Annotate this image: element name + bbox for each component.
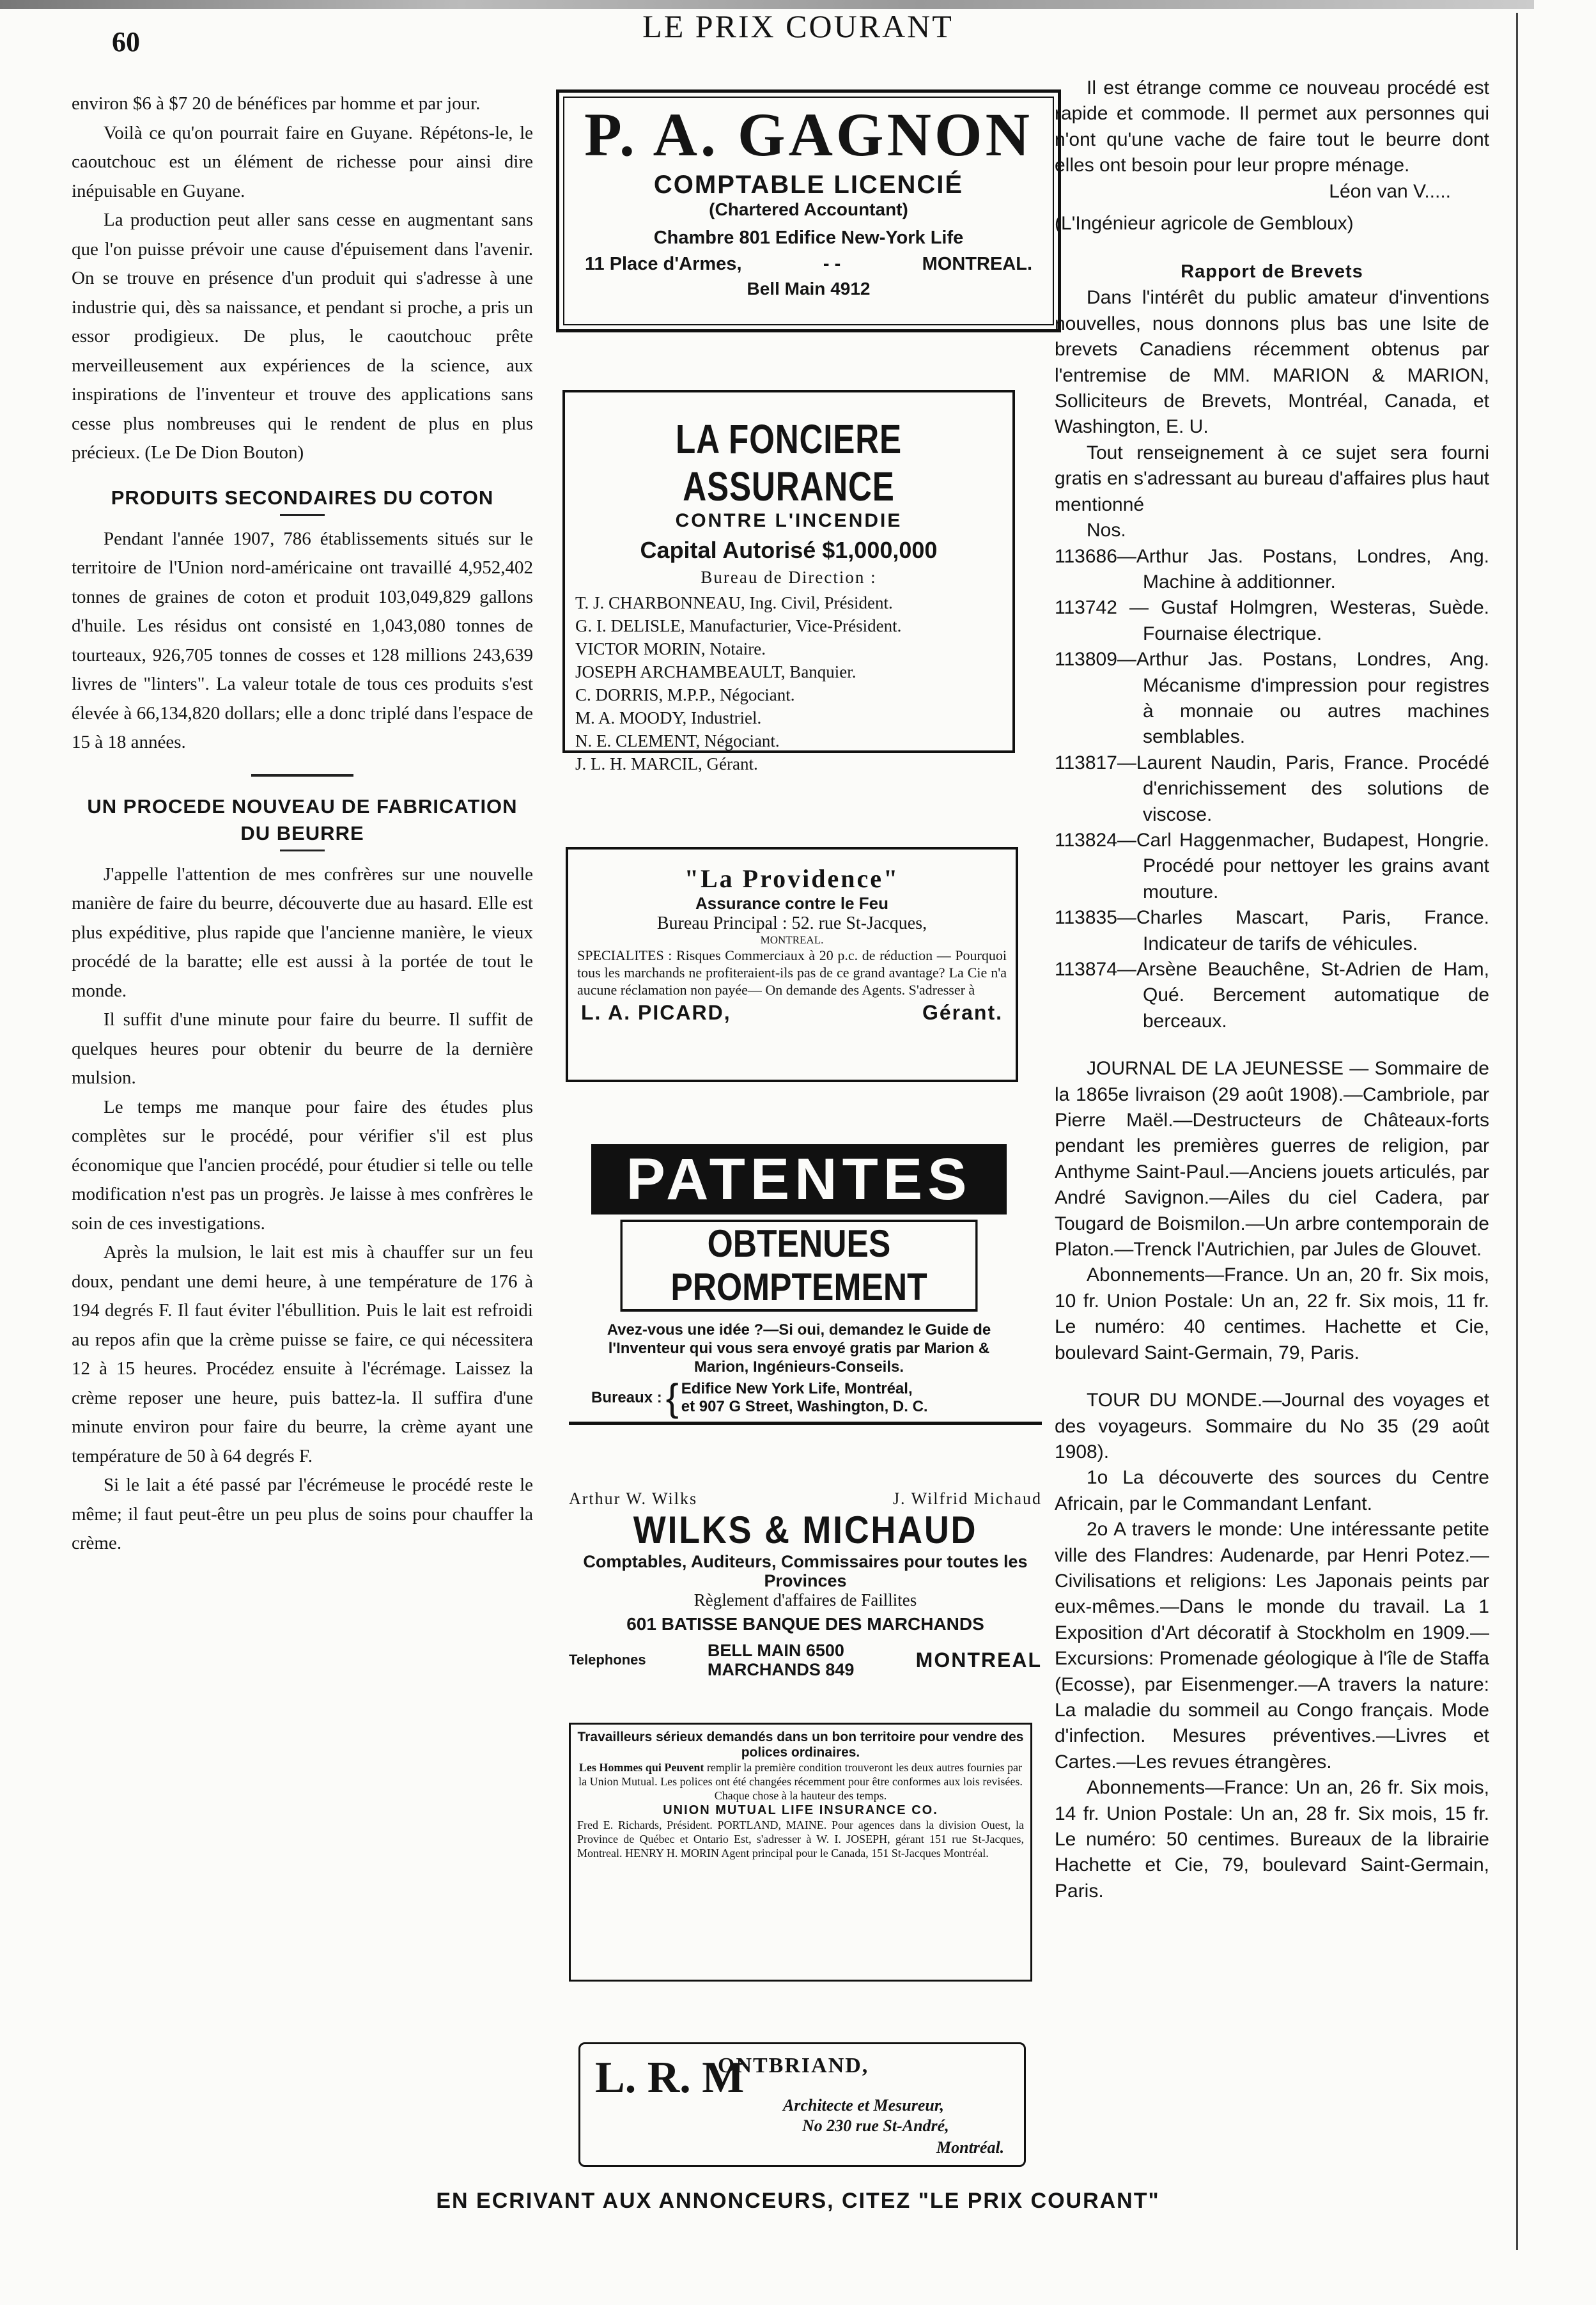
ad-bureau: Bureau de Direction : <box>701 568 877 587</box>
list-item: VICTOR MORIN, Notaire. <box>575 639 766 658</box>
ad-city: MONTREAL. <box>760 934 824 946</box>
paragraph: Le temps me manque pour faire des études plus complètes sur le procédé, pour vérifier s'il est plus économique que l'ancien procédé, pour étudier si telle ou telle modification n'est pas un progrès. Je laisse à mes confrères le soin de ces investigations. <box>72 1096 533 1234</box>
article-heading-coton: PRODUITS SECONDAIRES DU COTON <box>111 486 494 509</box>
ad-address: No 230 rue St-André, <box>802 2116 949 2135</box>
list-caption: Nos. <box>1087 520 1126 541</box>
ad-address: 11 Place d'Armes, <box>585 254 742 274</box>
page-edge-rule <box>1516 13 1518 2250</box>
paragraph: TOUR DU MONDE.—Journal des voyages et des voyageurs. Sommaire du No 35 (29 août 1908). <box>1055 1390 1489 1463</box>
ad-city: Montréal. <box>936 2138 1005 2157</box>
ad-patentes <box>591 1144 1007 1417</box>
list-item: 113824—Carl Haggenmacher, Budapest, Hongrie. Procédé pour nettoyer les grains avant mouture. <box>1055 829 1489 903</box>
ad-text-body: remplir la première condition trouveront les deux autres fournies par la Union Mutual. Les polices ont été changées récemment pour être conformes aux lois revisées. Chaque chose à la hauteur des temps. <box>578 1761 1023 1802</box>
ad-name: LA FONCIERE ASSURANCE <box>676 416 902 509</box>
ad-city: MONTREAL <box>915 1648 1042 1672</box>
ad-text: Avez-vous une idée ?—Si oui, demandez le Guide de l'Inventeur qui vous sera envoyé gratis par Marion & Marion, Ingénieurs-Conseils. <box>607 1321 991 1376</box>
paragraph: 2o A travers le monde: Une intéressante petite ville des Flandres: Audenarde, par Henri Potez.—Civilisations et religions: Les Japonais peints par eux-mêmes.—Dans le monde du travail. La 1 Exposition d'Art décoratif à Stockholm en 1909.—Excursions: Promenade géologique à l'île de Staffa (Ecosse), par Eisenmenger.—A travers la nature: La maladie du sommeil au Congo français. Mode d'infection. Mesures préventives.—Livres et Cartes.—Les revues étrangères. <box>1055 1519 1489 1773</box>
list-item: 113809—Arthur Jas. Postans, Londres, Ang. Mécanisme d'impression pour registres à monnaie ou autres machines semblables. <box>1055 649 1489 748</box>
ad-title: Architecte et Mesureur, <box>783 2096 945 2115</box>
list-item: MARCHANDS 849 <box>707 1660 855 1679</box>
list-item: 113835—Charles Mascart, Paris, France. Indicateur de tarifs de véhicules. <box>1055 907 1489 954</box>
list-item: 113686—Arthur Jas. Postans, Londres, Ang. Machine à additionner. <box>1055 545 1489 593</box>
ad-union-mutual <box>569 1723 1032 1982</box>
article-heading-beurre: UN PROCEDE NOUVEAU DE FABRICATION DU BEURRE <box>87 795 518 844</box>
paragraph: Abonnements—France. Un an, 20 fr. Six mois, 10 fr. Union Postale: Un an, 22 fr. Six mois, 11 fr. Le numéro: 40 centimes. Hachette et Cie, boulevard Saint-Germain, 79, Paris. <box>1055 1264 1489 1363</box>
ad-bureaux-list <box>681 1380 928 1416</box>
list-item: 113817—Laurent Naudin, Paris, France. Procédé d'enrichissement des solutions de viscose. <box>1055 752 1489 825</box>
list-item: J. L. H. MARCIL, Gérant. <box>575 754 758 773</box>
ad-address: 601 BATISSE BANQUE DES MARCHANDS <box>626 1614 984 1634</box>
ad-role: Gérant. <box>922 1001 1003 1024</box>
right-column <box>1055 75 1489 1904</box>
ad-agent: L. A. PICARD, <box>581 1001 731 1024</box>
ad-phones-row <box>569 1641 1042 1679</box>
ad-chamber: Chambre 801 Edifice New-York Life <box>653 228 964 248</box>
ad-address-line <box>559 254 1058 275</box>
list-item: C. DORRIS, M.P.P., Négociant. <box>575 685 795 704</box>
source: (L'Ingénieur agricole de Gembloux) <box>1055 213 1354 235</box>
ad-text <box>577 1760 1024 1803</box>
ad-title: PATENTES <box>591 1144 1007 1215</box>
ad-montbriand <box>578 2042 1026 2167</box>
ad-line: CONTRE L'INCENDIE <box>675 510 903 531</box>
ad-phone-label: Telephones <box>569 1652 646 1668</box>
page-number: 60 <box>112 26 140 58</box>
ad-partner: Arthur W. Wilks <box>569 1489 698 1508</box>
ad-company: UNION MUTUAL LIFE INSURANCE CO. <box>663 1803 938 1817</box>
article-heading-brevets: Rapport de Brevets <box>1181 261 1363 283</box>
ad-name: P. A. GAGNON <box>584 100 1033 169</box>
paragraph: La production peut aller sans cesse en augmentant sans que l'on puisse prévoir une cause d'épuisement dans l'avenir. On se trouve en présence d'un produit qui s'adresse à une industrie qui, dès sa naissance, et pendant si proche, a pris un essor prodigieux. De plus, le caoutchouc prête merveilleusement aux expériences de la science, aux inspirations de l'inventeur et trouve des applications sans cesse plus nombreuses qui le rendent de plus en plus précieux. (Le De Dion Bouton) <box>72 210 533 463</box>
ad-line: Assurance contre le Feu <box>695 894 888 913</box>
paragraph: environ $6 à $7 20 de bénéfices par homme et par jour. <box>72 93 481 114</box>
ad-phones <box>708 1641 855 1679</box>
paragraph: Après la mulsion, le lait est mis à chauffer sur un feu doux, pendant une demi heure, à une température de 176 à 194 degrés F. Il faut éviter l'ébullition. Puis le lait est refroidi au repos afin que la crème puisse se faire, ce qui nécessitera 12 à 15 heures. Procédez ensuite à l'écrémage. Laissez la crème reposer une heure, puis battez-la. Il suffira d'une minute environ pour faire du beurre, la crème ayant une température de 50 à 64 degrés F. <box>72 1242 533 1466</box>
ad-dots: - - <box>823 254 841 274</box>
ad-capital: Capital Autorisé $1,000,000 <box>640 537 938 563</box>
list-item: M. A. MOODY, Industriel. <box>575 708 762 727</box>
spacer <box>1055 1366 1489 1388</box>
ad-subhead: Les Hommes qui Peuvent <box>578 1761 704 1774</box>
ad-fonciere <box>562 390 1015 773</box>
divider <box>251 774 353 777</box>
left-column <box>72 89 533 1558</box>
ad-name: "La Providence" <box>684 864 900 893</box>
paragraph: Si le lait a été passé par l'écrémeuse le procédé reste le même; il faut peut-être un peu plus de soins pour chauffer la crème. <box>72 1475 533 1553</box>
paragraph: JOURNAL DE LA JEUNESSE — Sommaire de la 1865e livraison (29 août 1908).—Cambriole, par Pierre Maël.—Destructeurs de Châteaux-forts pendant les premières guerres de religion, par Anthyme Saint-Paul.—Anciens jouets articulés, par André Savignon.—Ailes du ciel Cadera, par Tougard de Boismilon.—Un arbre contemporain de Platon.—Trenck l'Autrichien, par Jules de Glouvet. <box>1055 1058 1489 1261</box>
ad-wilks-michaud <box>569 1489 1042 1679</box>
paragraph: Pendant l'année 1907, 786 établissements situés sur le territoire de l'Union nord-américaine ont travaillé 4,952,402 tonnes de graines de coton et produit 103,049,829 gallons d'huile. Les résidus ont consisté en 1,043,080 tonnes de tourteaux, 926,705 tonnes de cosses et 128 millions 243,639 livres de "linters". La valeur totale de tous ces produits s'est élevée à 66,134,820 dollars; elle a donc triplé dans l'espace de 15 à 18 années. <box>72 528 533 752</box>
ad-text: SPECIALITES : Risques Commerciaux à 20 p.c. de réduction — Pourquoi tous les marchands ne profiteraient-ils pas de ce grand avantage? La Cie n'a aucune réclamation non payée— On demande des Agents. S'adresser à <box>577 947 1007 998</box>
list-item: N. E. CLEMENT, Négociant. <box>575 731 780 750</box>
ad-bureau: Bureau Principal : 52. rue St-Jacques, <box>656 913 927 933</box>
list-item: G. I. DELISLE, Manufacturier, Vice-Président. <box>575 616 902 635</box>
list-item: 113874—Arsène Beauchêne, St-Adrien de Ham, Qué. Bercement automatique de berceaux. <box>1055 959 1489 1032</box>
paragraph: Tout renseignement à ce sujet sera fourni gratis en s'adressant au bureau d'affaires plus haut mentionné <box>1055 442 1489 515</box>
list-item: Edifice New York Life, Montréal, <box>681 1380 913 1397</box>
ad-partner: J. Wilfrid Michaud <box>892 1489 1042 1508</box>
paragraph: Dans l'intérêt du public amateur d'inventions nouvelles, nous donnons plus bas une lsite de brevets Canadiens récemment obtenus par l'entremise de MM. MARION & MARION, Solliciteurs de Brevets, Montréal, Canada, et Washington, E. U. <box>1055 287 1489 438</box>
brace-icon: { <box>665 1376 679 1419</box>
ad-gagnon <box>556 89 1061 332</box>
paragraph: Voilà ce qu'on pourrait faire en Guyane. Répétons-le, le caoutchouc est un élément de richesse pour ainsi dire inépuisable en Guyane. <box>72 122 533 201</box>
page-footer: EN ECRIVANT AUX ANNONCEURS, CITEZ "LE PRIX COURANT" <box>436 2189 1160 2213</box>
ad-line: Comptables, Auditeurs, Commissaires pour toutes les Provinces <box>583 1552 1028 1590</box>
ad-members <box>575 591 1012 775</box>
ad-title: COMPTABLE LICENCIÉ <box>653 171 964 199</box>
ad-text: Fred E. Richards, Président. PORTLAND, MAINE. Pour agences dans la division Ouest, la Province de Québec et Ontario Est, s'adresser à W. I. JOSEPH, gérant 151 rue St-Jacques, Montreal. HENRY H. MORIN Agent principal pour le Canada, 151 St-Jacques Montréal. <box>577 1819 1024 1859</box>
paragraph: Il suffit d'une minute pour faire du beurre. Il suffit de quelques heures pour obtenir du beurre de la dernière mulsion. <box>72 1009 533 1088</box>
ad-signature <box>568 1001 1016 1025</box>
paragraph: Il est étrange comme ce nouveau procédé est rapide et commode. Il permet aux personnes qui n'ont qu'une vache de faire tout le beurre dont elles ont besoin pour leur propre ménage. <box>1055 77 1489 176</box>
ad-name: ONTBRIAND, <box>718 2054 869 2077</box>
paragraph: Abonnements—France: Un an, 26 fr. Six mois, 14 fr. Union Postale: Un an, 28 fr. Six mois, 15 fr. Le numéro: 50 centimes. Bureaux de la librairie Hachette et Cie, 79, boulevard Saint-Germain, Paris. <box>1055 1777 1489 1902</box>
ad-bureaux <box>591 1376 1007 1419</box>
list-item: JOSEPH ARCHAMBEAULT, Banquier. <box>575 662 856 681</box>
ad-initials: L. R. M <box>595 2053 745 2102</box>
ad-subtitle: (Chartered Accountant) <box>709 199 908 219</box>
list-item: BELL MAIN 6500 <box>707 1641 844 1660</box>
ad-providence <box>566 847 1018 1082</box>
signature: Léon van V..... <box>1329 180 1451 202</box>
ad-heading: Travailleurs sérieux demandés dans un bon territoire pour vendre des polices ordinaires. <box>577 1730 1024 1760</box>
spacer <box>1055 1034 1489 1056</box>
ad-name: WILKS & MICHAUD <box>633 1509 978 1551</box>
paragraph: J'appelle l'attention de mes confrères sur une nouvelle manière de faire du beurre, découverte due au hasard. Elle est plus expéditive, plus rapide que l'ancienne manière, le vieux procédé de la baratte; elle est aussi à la portée de tout le monde. <box>72 864 533 1001</box>
ad-city: MONTREAL. <box>922 254 1032 274</box>
list-item: T. J. CHARBONNEAU, Ing. Civil, Président. <box>575 593 893 612</box>
ad-subtitle: OBTENUES PROMPTEMENT <box>621 1220 978 1312</box>
ad-partners <box>569 1489 1042 1509</box>
ad-line: Règlement d'affaires de Faillites <box>693 1590 917 1610</box>
ad-phone: Bell Main 4912 <box>747 279 871 299</box>
running-head: LE PRIX COURANT <box>642 8 954 44</box>
ad-bureaux-label: Bureaux : <box>591 1389 662 1406</box>
divider <box>569 1422 1042 1425</box>
list-item: 113742 — Gustaf Holmgren, Westeras, Suède. Fournaise électrique. <box>1055 597 1489 644</box>
divider <box>280 514 325 516</box>
list-item: et 907 G Street, Washington, D. C. <box>681 1398 928 1415</box>
divider <box>280 850 325 851</box>
paragraph: 1o La découverte des sources du Centre Africain, par le Commandant Lenfant. <box>1055 1467 1489 1514</box>
